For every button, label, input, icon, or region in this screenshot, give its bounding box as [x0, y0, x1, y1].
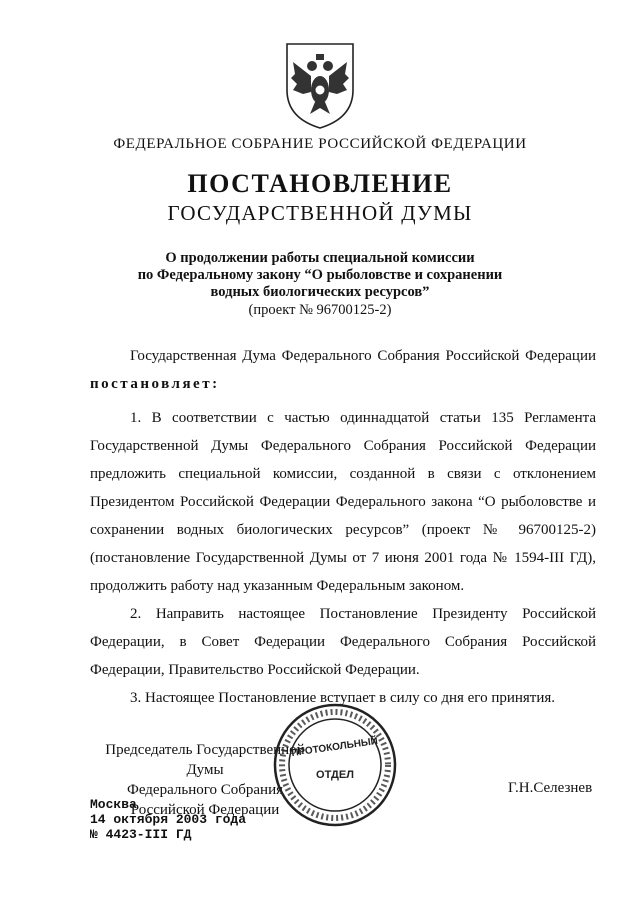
issue-city: Москва	[90, 797, 137, 812]
subject-line: водных биологических ресурсов”	[210, 284, 430, 300]
document-subject	[0, 250, 640, 301]
signatory-line: Федерального Собрания	[126, 782, 284, 798]
project-number: (проект № 96700125-2)	[248, 302, 392, 318]
resolution-item: 1. В соответствии с частью одиннадцатой статьи 135 Регламента Государственной Думы Федерального Собрания Российской Федерации предложить специальной комиссии, созданной в связи с отклонением Президентом Российской Федерации Федерального закона “О рыболовстве и сохранении водных биологических ресурсов” (проект № 96700125-2) (постановление Государственной Думы от 7 июня 2001 года № 1594-III ГД), продолжить работу над указанным Федеральным законом.	[90, 410, 596, 594]
subject-line: О продолжении работы специальной комиссии	[165, 250, 475, 266]
document-subtitle: ГОСУДАРСТВЕННОЙ ДУМЫ	[167, 201, 473, 225]
stamp-upper-text: ПРОТОКОЛЬНЫЙ	[290, 736, 379, 760]
issue-details	[90, 797, 246, 842]
organization-heading: ФЕДЕРАЛЬНОЕ СОБРАНИЕ РОССИЙСКОЙ ФЕДЕРАЦИИ	[113, 136, 527, 152]
decides-keyword: постановляет:	[90, 376, 220, 392]
issue-number: № 4423-III ГД	[90, 827, 192, 842]
preamble-paragraph	[90, 342, 596, 398]
resolution-item: 2. Направить настоящее Постановление Президенту Российской Федерации, в Совет Федерации Федерального Собрания Российской Федерации, Правительство Российской Федерации.	[90, 606, 596, 678]
stamp-center-text: ОТДЕЛ	[316, 769, 354, 781]
resolution-items	[90, 404, 596, 712]
signatory-line: Председатель Государственной Думы	[105, 742, 305, 778]
preamble-subject: Государственная Дума Федерального Собрания Российской Федерации	[130, 348, 596, 364]
official-seal-stamp	[270, 700, 400, 830]
resolution-item: 3. Настоящее Постановление вступает в силу со дня его принятия.	[130, 690, 556, 706]
issue-date: 14 октября 2003 года	[90, 812, 247, 827]
subject-line: по Федеральному закону “О рыболовстве и сохранении	[137, 267, 503, 283]
signatory-line: Российской Федерации	[130, 802, 280, 818]
document-title: ПОСТАНОВЛЕНИЕ	[187, 169, 453, 198]
signatory-name: Г.Н.Селезнев	[508, 780, 593, 796]
coat-of-arms-emblem	[283, 40, 357, 130]
preamble-text	[90, 342, 596, 398]
